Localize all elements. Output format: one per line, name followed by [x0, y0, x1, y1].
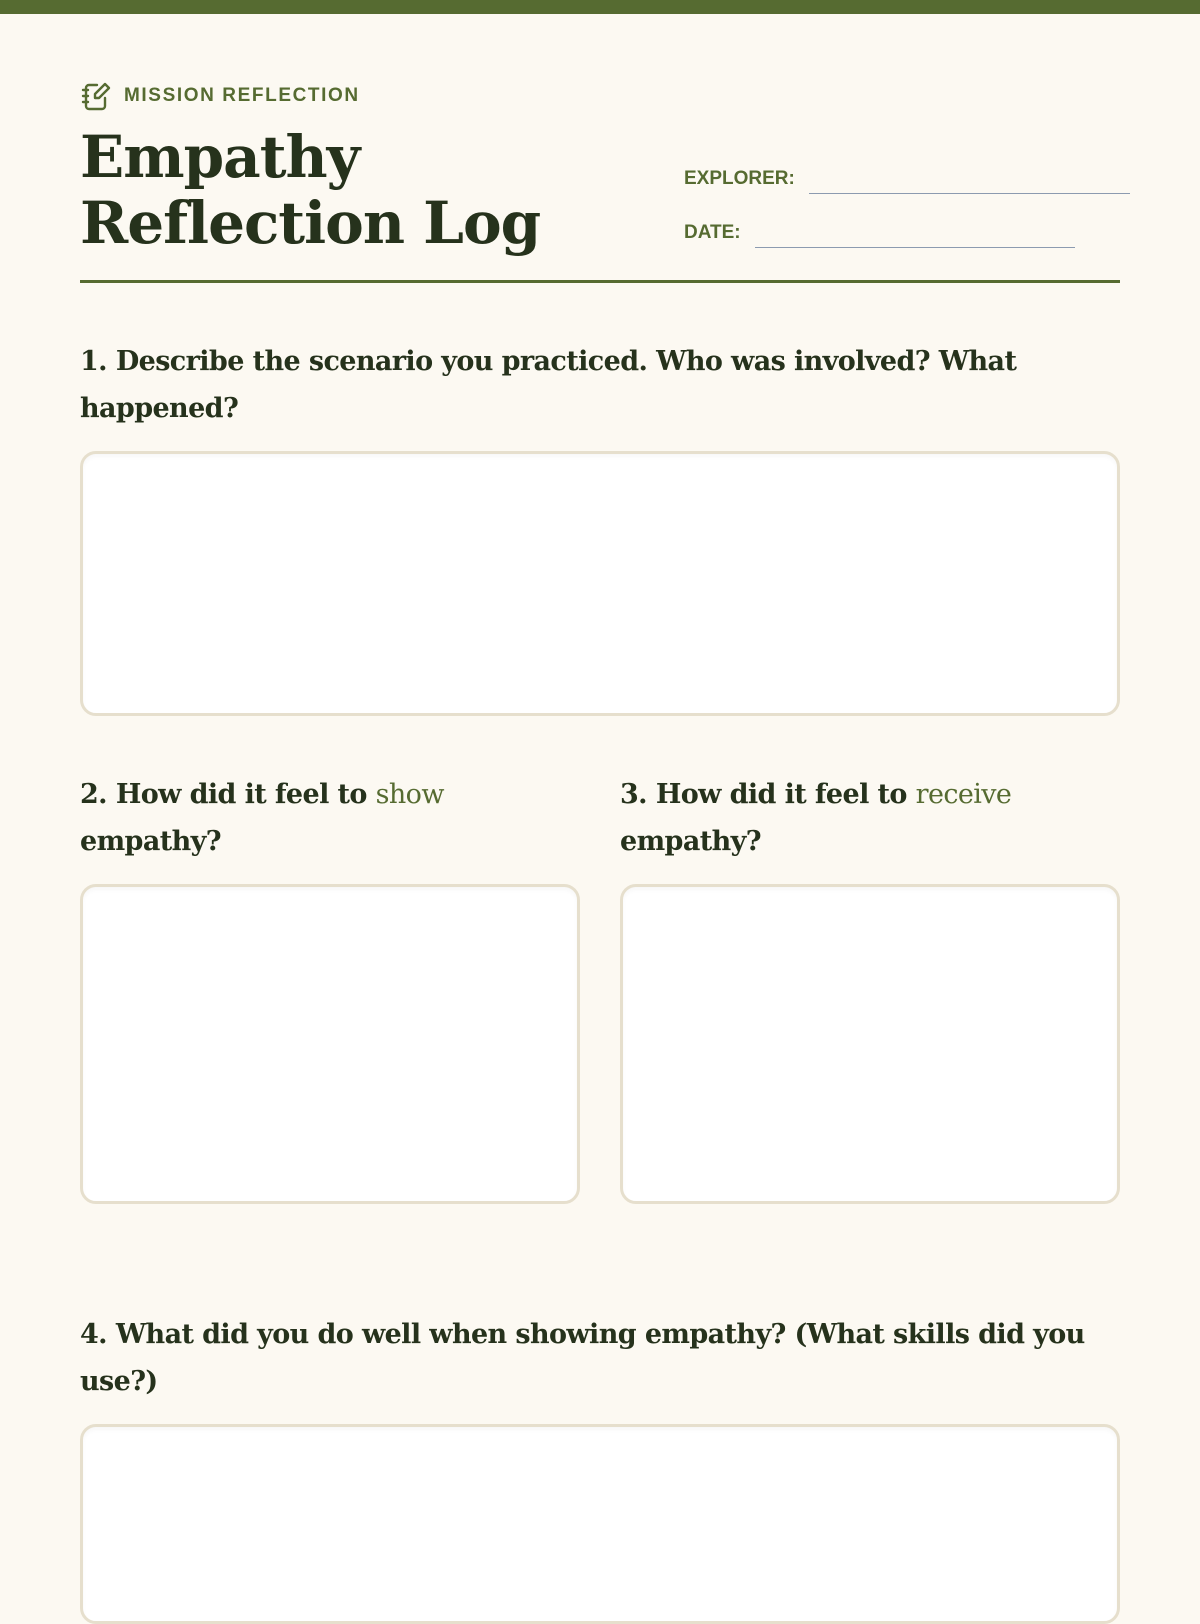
question-emphasis: show [375, 779, 444, 810]
answer-box-1[interactable] [80, 451, 1120, 716]
question-text: What did you do well when showing empathy? (What skills did you use?) [80, 1319, 1085, 1397]
explorer-label: EXPLORER: [684, 168, 795, 189]
question-3 [620, 771, 1120, 865]
question-number: 2. [80, 779, 107, 810]
answer-box-3[interactable] [620, 884, 1120, 1204]
question-number: 1. [80, 346, 107, 377]
question-emphasis: receive [915, 779, 1012, 810]
notebook-pencil-icon [80, 80, 112, 112]
eyebrow [80, 80, 360, 112]
question-4 [80, 1311, 1120, 1405]
question-2 [80, 771, 580, 865]
question-text: How did it feel to [655, 779, 916, 810]
question-text: Describe the scenario you practiced. Who was involved? What happened? [80, 346, 1017, 424]
question-text: empathy? [80, 826, 221, 857]
explorer-field[interactable] [684, 168, 1130, 194]
top-accent-bar [0, 0, 1200, 14]
question-number: 4. [80, 1319, 107, 1350]
eyebrow-label: MISSION REFLECTION [124, 85, 360, 106]
question-text: empathy? [620, 826, 761, 857]
page-title: Empathy Reflection Log [80, 123, 541, 257]
date-field[interactable] [684, 222, 1075, 248]
date-label: DATE: [684, 222, 741, 243]
header-divider [80, 280, 1120, 283]
answer-box-2[interactable] [80, 884, 580, 1204]
answer-box-4[interactable] [80, 1424, 1120, 1624]
date-line[interactable] [755, 247, 1075, 248]
question-text: How did it feel to [115, 779, 376, 810]
question-1 [80, 338, 1120, 432]
question-number: 3. [620, 779, 647, 810]
explorer-line[interactable] [809, 193, 1130, 194]
